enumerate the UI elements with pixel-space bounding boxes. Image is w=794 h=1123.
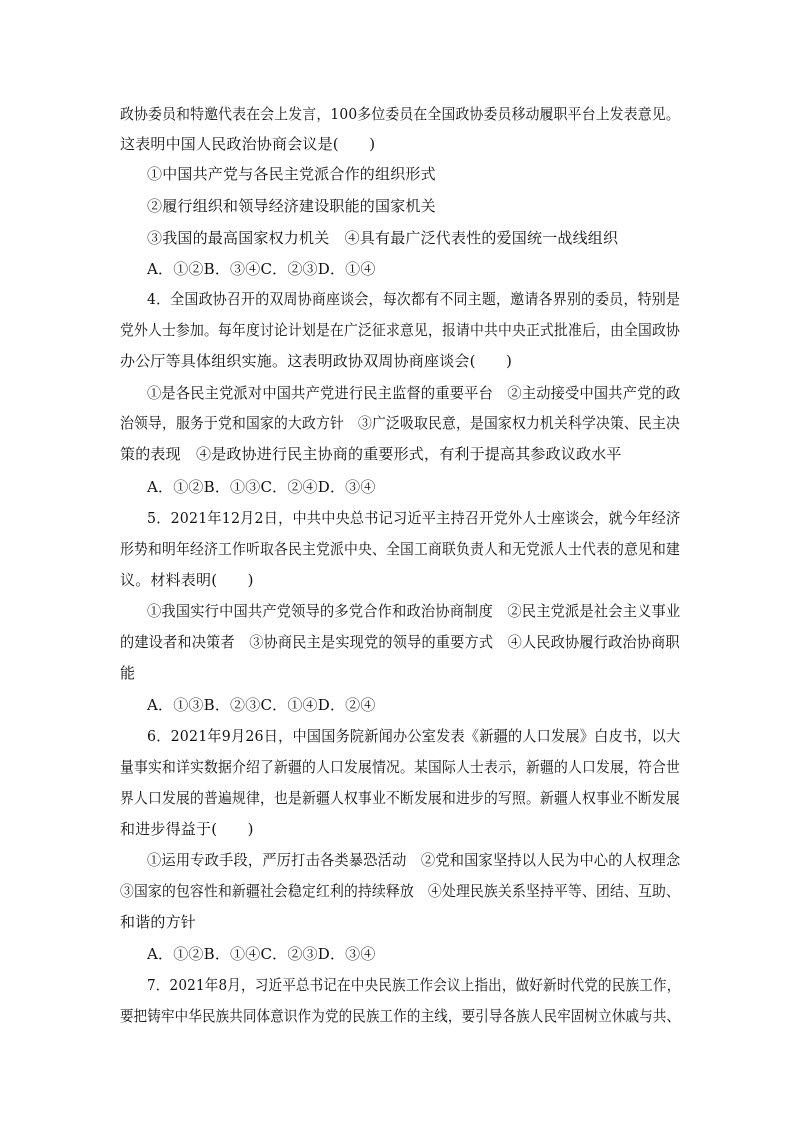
option-line: ②履行组织和领导经济建设职能的国家机关	[147, 197, 436, 215]
answer-choices: A．①③B．②③C．①④D．②④	[147, 696, 376, 714]
option-line: 能	[120, 664, 136, 682]
answer-choices: A．①②B．③④C．②③D．①④	[147, 260, 376, 278]
question-line: 形势和明年经济工作听取各民主党派中央、全国工商联负责人和无党派人士代表的意见和建	[120, 540, 681, 558]
option-line: ①运用专政手段，严厉打击各类暴恐活动 ②党和国家坚持以人民为中心的人权理念	[147, 851, 681, 869]
answer-choices: A．①②B．①③C．②④D．③④	[147, 478, 376, 496]
question-line: 4．全国政协召开的双周协商座谈会，每次都有不同主题，邀请各界别的委员，特别是	[147, 290, 681, 308]
option-line: 治领导，服务于党和国家的大政方针 ③广泛吸取民意，是国家权力机关科学决策、民主决	[120, 414, 681, 432]
question-line: 要把铸牢中华民族共同体意识作为党的民族工作的主线，要引导各族人民牢固树立休戚与共、	[120, 1007, 681, 1025]
option-line: 的建设者和决策者 ③协商民主是实现党的领导的重要方式 ④人民政协履行政治协商职	[120, 633, 680, 651]
question-line: 界人口发展的普遍规律，也是新疆人权事业不断发展和进步的写照。新疆人权事业不断发展	[120, 789, 681, 807]
text-line: 这表明中国人民政治协商会议是( )	[120, 135, 376, 153]
option-line: 策的表现 ④是政协进行民主协商的重要形式，有利于提高其参政议政水平	[120, 445, 622, 463]
question-line: 7．2021年8月，习近平总书记在中央民族工作会议上指出，做好新时代党的民族工作，	[147, 976, 681, 994]
question-line: 6．2021年9月26日，中国国务院新闻办公室发表《新疆的人口发展》白皮书，以大	[147, 727, 681, 745]
question-line: 5．2021年12月2日，中共中央总书记习近平主持召开党外人士座谈会，就今年经济	[147, 509, 681, 527]
question-line: 党外人士参加。每年度讨论计划是在广泛征求意见，报请中共中央正式批准后，由全国政协	[120, 321, 681, 339]
text-line: 政协委员和特邀代表在会上发言，100多位委员在全国政协委员移动履职平台上发表意见。	[120, 105, 680, 123]
option-line: ③我国的最高国家权力机关 ④具有最广泛代表性的爱国统一战线组织	[147, 229, 619, 247]
question-line: 和进步得益于( )	[120, 820, 254, 838]
option-line: ①中国共产党与各民主党派合作的组织形式	[147, 165, 436, 183]
question-line: 量事实和详实数据介绍了新疆的人口发展情况。某国际人士表示，新疆的人口发展，符合世	[120, 758, 681, 776]
option-line: ①我国实行中国共产党领导的多党合作和政治协商制度 ②民主党派是社会主义事业	[147, 602, 681, 620]
option-line: ①是各民主党派对中国共产党进行民主监督的重要平台 ②主动接受中国共产党的政	[147, 384, 681, 402]
question-line: 办公厅等具体组织实施。这表明政协双周协商座谈会( )	[120, 352, 513, 370]
option-line: 和谐的方针	[120, 913, 197, 931]
answer-choices: A．①②B．①④C．②③D．③④	[147, 945, 376, 963]
question-line: 议。材料表明( )	[120, 571, 254, 589]
option-line: ③国家的包容性和新疆社会稳定红利的持续释放 ④处理民族关系坚持平等、团结、互助、	[120, 882, 681, 900]
